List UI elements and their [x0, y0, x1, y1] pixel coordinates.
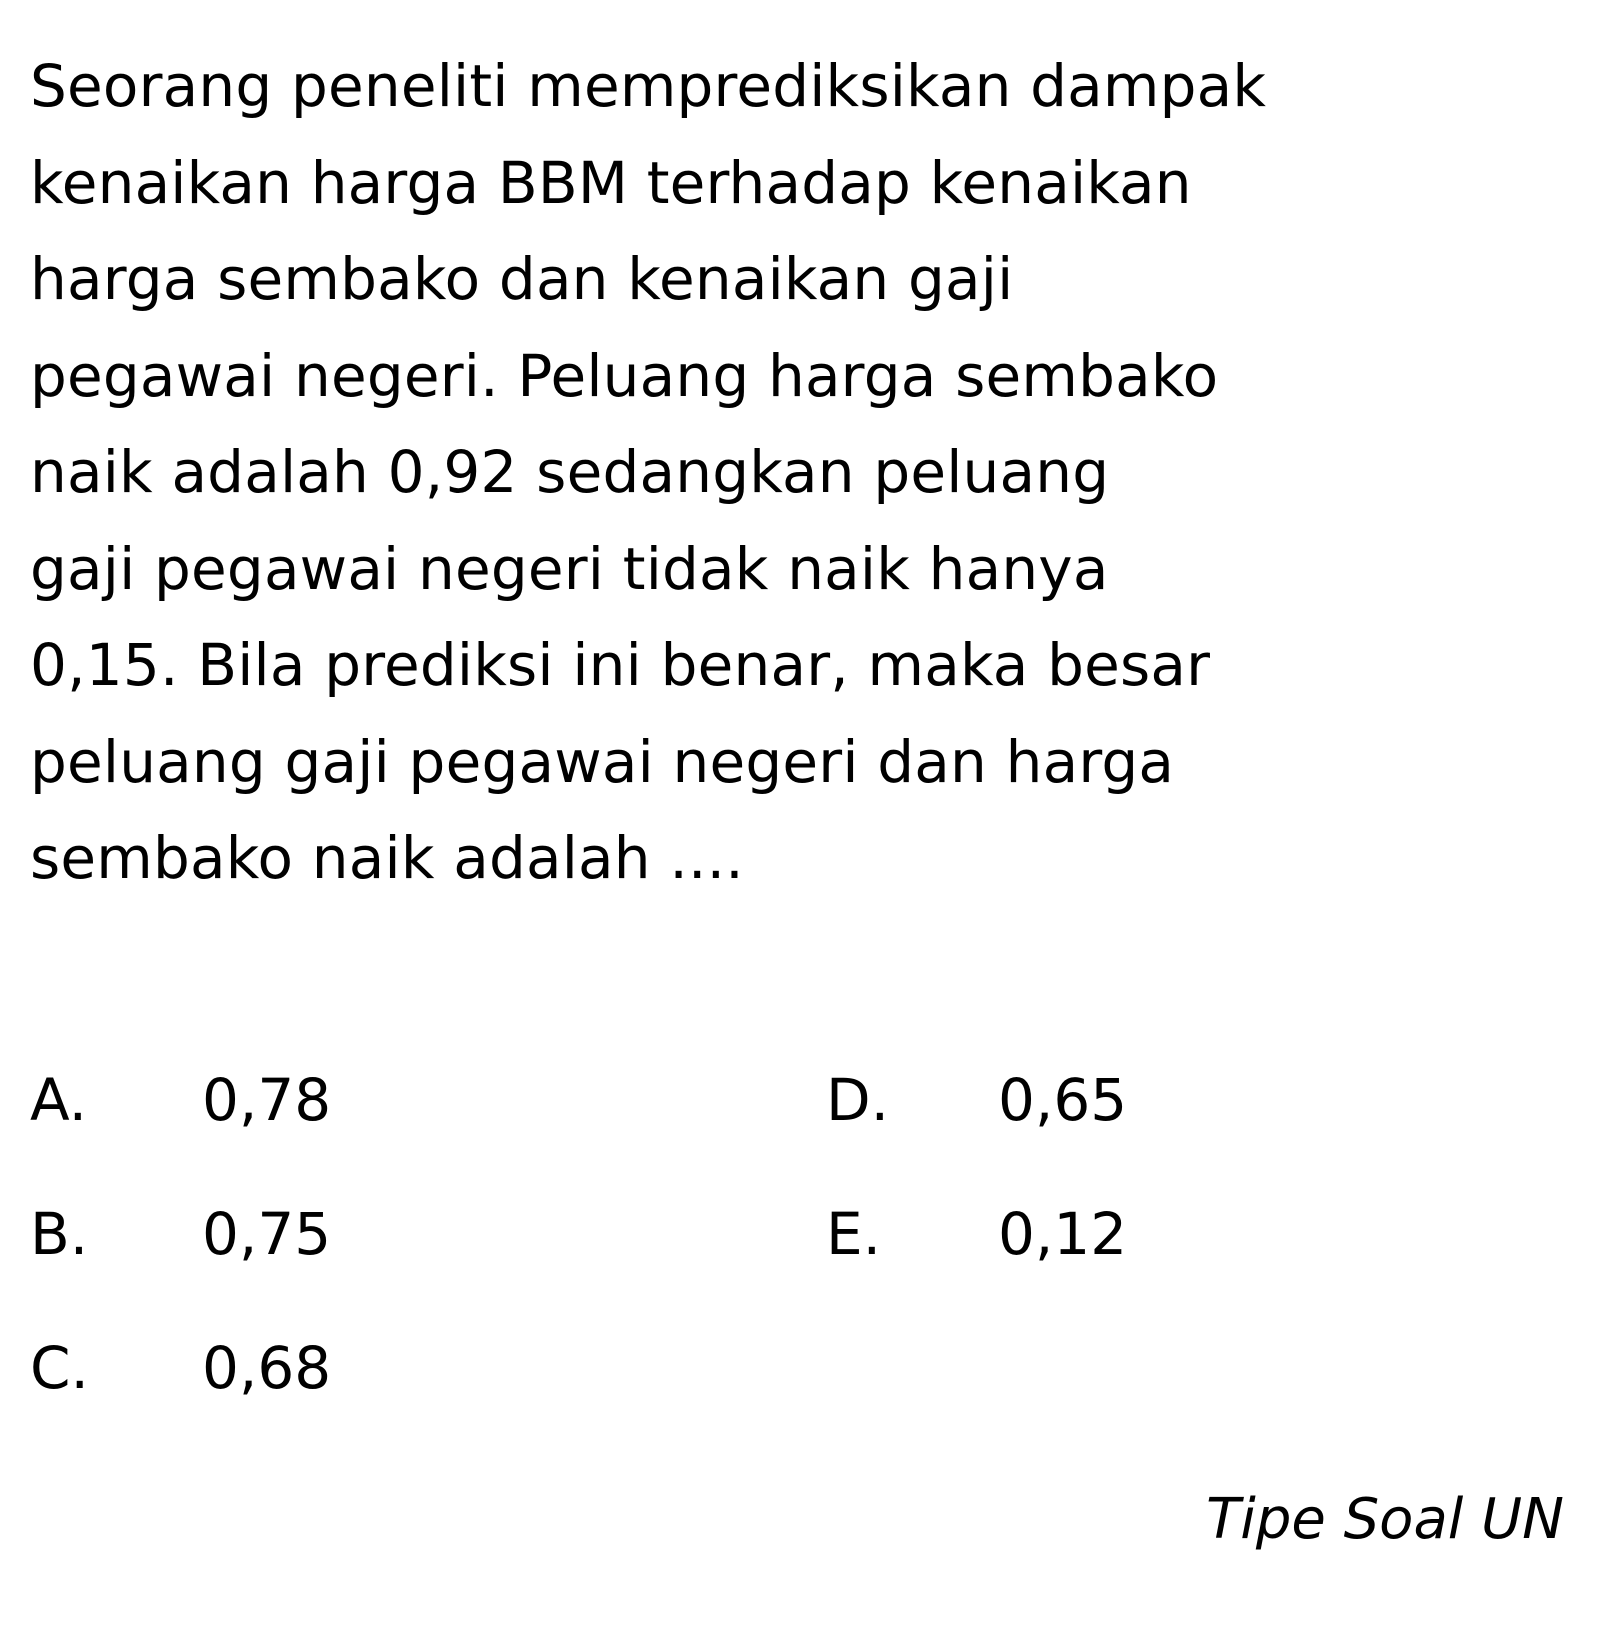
- question-text: [30, 38, 1590, 907]
- option-d[interactable]: [826, 1064, 1127, 1136]
- question-line: pegawai negeri. Peluang harga sembako: [30, 341, 1219, 410]
- question-line: kenaikan harga BBM terhadap kenaikan: [30, 148, 1192, 217]
- option-letter: E.: [826, 1200, 882, 1268]
- question-line: harga sembako dan kenaikan gaji: [30, 245, 1014, 313]
- question-type-label: Tipe Soal UN: [1206, 1487, 1564, 1552]
- option-letter: B.: [30, 1200, 89, 1268]
- question-line: 0,15. Bila prediksi ini benar, maka besar: [30, 631, 1211, 699]
- option-value: 0,78: [202, 1066, 332, 1134]
- option-value: 0,75: [202, 1200, 332, 1268]
- option-value: 0,65: [998, 1066, 1128, 1134]
- option-value: 0,68: [202, 1334, 332, 1402]
- question-line: Seorang peneliti memprediksikan dampak: [30, 52, 1267, 120]
- option-value: 0,12: [998, 1200, 1128, 1268]
- option-e[interactable]: [826, 1198, 1127, 1270]
- question-line: gaji pegawai negeri tidak naik hanya: [30, 534, 1109, 603]
- question-line: naik adalah 0,92 sedangkan peluang: [30, 438, 1110, 506]
- option-c[interactable]: [30, 1332, 331, 1404]
- option-letter: C.: [30, 1334, 89, 1402]
- question-line: peluang gaji pegawai negeri dan harga: [30, 727, 1175, 796]
- option-letter: D.: [826, 1066, 890, 1134]
- option-a[interactable]: [30, 1064, 331, 1136]
- option-b[interactable]: [30, 1198, 331, 1270]
- option-letter: A.: [30, 1066, 88, 1134]
- question-line: sembako naik adalah ....: [30, 824, 744, 892]
